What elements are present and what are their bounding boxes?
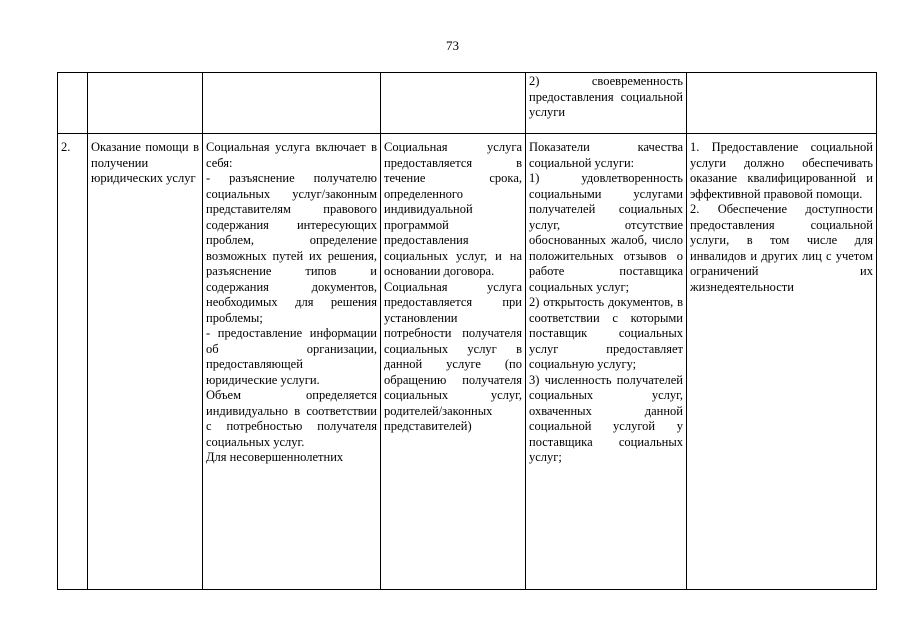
indicators-continued-text: 2) своевременность предоставления социальной услуги xyxy=(529,74,683,119)
table-cell-conditions xyxy=(687,73,877,134)
table-cell-indicators xyxy=(526,73,687,134)
service-description: Социальная услуга включает в себя: - разъяснение получателю социальных услуг/законным представителям правового содержания интересующих проблем, определение возможных путей их решения, разъяснение типов и содержания документов, необходимых для решения проблемы; - предоставление информации об организации, предоставляющей юридические услуги. Объем определяется индивидуально в соответствии с потребностью получателя социальных услуг. Для несовершеннолетних xyxy=(206,140,377,464)
service-name: Оказание помощи в получении юридических услуг xyxy=(91,140,199,185)
table-row xyxy=(58,134,877,590)
table-cell-terms xyxy=(381,73,526,134)
table-cell-description xyxy=(203,73,381,134)
table-cell-indicators xyxy=(526,134,687,590)
table-cell-conditions xyxy=(687,134,877,590)
table-cell-name xyxy=(88,134,203,590)
table-cell-terms xyxy=(381,134,526,590)
page-number: 73 xyxy=(446,38,459,53)
services-table xyxy=(57,72,877,590)
service-terms: Социальная услуга предоставляется в течение срока, определенного индивидуальной программой предоставления социальных услуг, и на основании договора. Социальная услуга предоставляется при установлении потребности получателя социальных услуг в данной услуге (по обращению получателя социальных услуг, родителей/законных представителей) xyxy=(384,140,522,433)
quality-indicators: Показатели качества социальной услуги: 1) удовлетворенность социальными услугами получателей социальных услуг, отсутствие обоснованных жалоб, число положительных отзывов о работе поставщика социальных услуг; 2) открытость документов, в соответствии с которыми поставщик социальных услуг предоставляет социальную услугу; 3) численность получателей социальных услуг, охваченных данной социальной услугой у поставщика социальных услуг; xyxy=(529,140,683,464)
row-number: 2. xyxy=(61,140,71,154)
table-cell-number xyxy=(58,73,88,134)
table-cell-description xyxy=(203,134,381,590)
table-cell-number xyxy=(58,134,88,590)
service-conditions: 1. Предоставление социальной услуги должно обеспечивать оказание квалифицированной и эффективной правовой помощи. 2. Обеспечение доступности предоставления социальной услуги, в том числе для инвалидов и других лиц с учетом ограничений их жизнедеятельности xyxy=(690,140,873,294)
table-cell-name xyxy=(88,73,203,134)
table-row xyxy=(58,73,877,134)
